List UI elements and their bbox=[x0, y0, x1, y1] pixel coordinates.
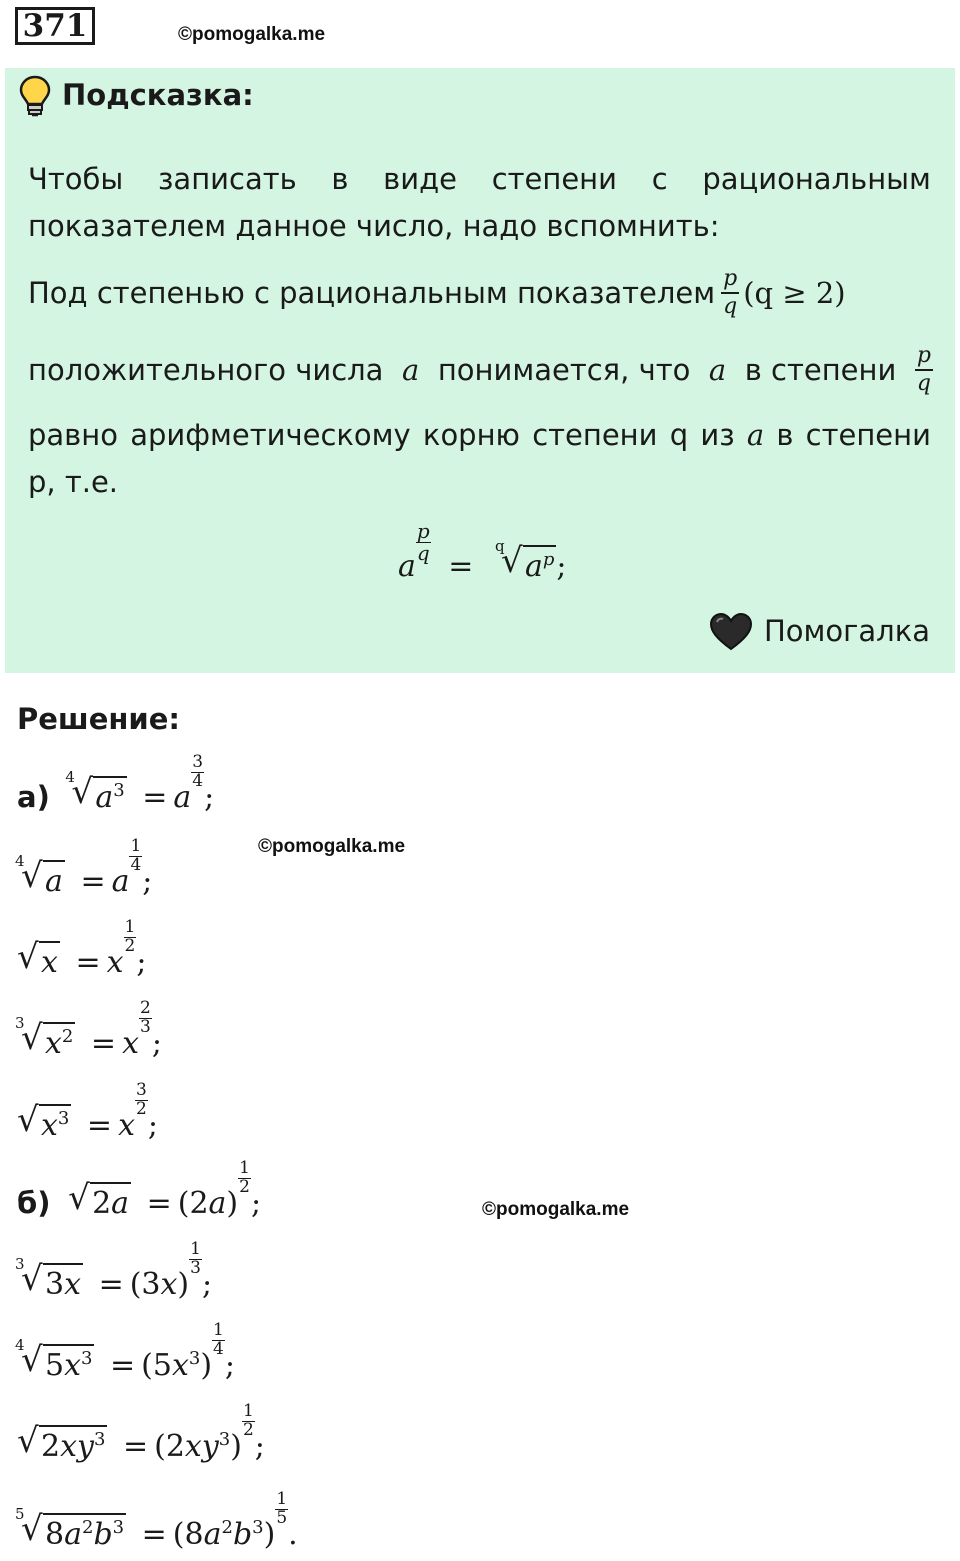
line4-a: положительного числа bbox=[28, 353, 384, 387]
word: степени bbox=[532, 418, 658, 452]
word: q bbox=[669, 418, 689, 452]
hint-formula: a $\frac{p}{q}$ = q √ $a^p$; bbox=[398, 519, 567, 584]
frac-num: p bbox=[915, 345, 933, 371]
lightbulb-icon bbox=[17, 74, 53, 118]
word: корню bbox=[422, 418, 520, 452]
watermark: ©pomogalka.me bbox=[258, 836, 406, 857]
line3-text: Под степенью с рациональным показателем bbox=[28, 276, 716, 310]
hint-line-5 bbox=[28, 418, 931, 452]
word: степени bbox=[805, 418, 931, 452]
equation-a4: 3 √ $x^2 = x$ $\frac{2}{3}$ ; bbox=[15, 998, 162, 1061]
hint-line-1 bbox=[28, 162, 931, 196]
exponent-fraction bbox=[721, 268, 739, 318]
equation-a3: √ x = x $\frac{1}{2}$ ; bbox=[17, 917, 147, 980]
hint-title: Подсказка: bbox=[62, 78, 254, 112]
word: виде bbox=[383, 162, 458, 196]
exponent-fraction bbox=[915, 345, 933, 395]
solution-title: Решение: bbox=[17, 702, 181, 736]
equation-a5: √ $x^3 = x$ $\frac{3}{2}$ ; bbox=[17, 1080, 158, 1143]
frac-den: q bbox=[723, 294, 738, 319]
word: равно bbox=[28, 418, 118, 452]
word: степени bbox=[491, 162, 617, 196]
label-a: а) bbox=[17, 780, 50, 814]
word: арифметическому bbox=[130, 418, 411, 452]
condition: (q ≥ 2) bbox=[743, 276, 846, 310]
equation-b1: б) √ 2a = (2a) $\frac{1}{2}$ ; bbox=[17, 1158, 262, 1221]
var-a: a bbox=[402, 353, 420, 387]
word: с bbox=[651, 162, 668, 196]
word: в bbox=[776, 418, 794, 452]
word: записать bbox=[158, 162, 297, 196]
hint-line-2: показателем данное число, надо вспомнить: bbox=[28, 209, 720, 243]
equation-a1: а) 4 √ $a^3 = a$ $\frac{3}{4}$ ; bbox=[17, 752, 215, 815]
problem-number: 371 bbox=[15, 7, 95, 45]
line4-c: в степени bbox=[744, 353, 897, 387]
watermark: ©pomogalka.me bbox=[482, 1199, 630, 1220]
equation-a2: 4 √ a = a $\frac{1}{4}$ ; bbox=[15, 836, 153, 899]
hint-line-6: р, т.е. bbox=[28, 465, 119, 499]
equation-b4: √ $2xy^3 = (2xy^3)$ $\frac{1}{2}$ ; bbox=[17, 1401, 265, 1464]
equation-b3: 4 √ $5x^3 = (5x^3)$ $\frac{1}{4}$ ; bbox=[15, 1320, 235, 1383]
hint-line-3 bbox=[28, 268, 846, 318]
semicolon: ; bbox=[556, 549, 567, 584]
word: в bbox=[331, 162, 349, 196]
word: из bbox=[700, 418, 735, 452]
word: рациональным bbox=[702, 162, 931, 196]
hint-line-4 bbox=[28, 345, 933, 395]
word: Чтобы bbox=[28, 162, 124, 196]
var-a: a bbox=[746, 418, 765, 452]
line4-b: понимается, что bbox=[437, 353, 691, 387]
watermark: ©pomogalka.me bbox=[178, 24, 326, 45]
var-a: a bbox=[708, 353, 727, 387]
frac-den: q bbox=[916, 371, 931, 396]
brand-name: Помогалка bbox=[764, 614, 930, 648]
frac-num: p bbox=[721, 268, 739, 294]
label-b: б) bbox=[17, 1186, 51, 1220]
heart-icon bbox=[708, 612, 754, 652]
equation-b5: 5 √ $8a^2b^3 = (8a^2b^3)$ $\frac{1}{5}$ . bbox=[15, 1489, 298, 1552]
equation-b2: 3 √ 3x = (3x) $\frac{1}{3}$ ; bbox=[15, 1239, 213, 1302]
